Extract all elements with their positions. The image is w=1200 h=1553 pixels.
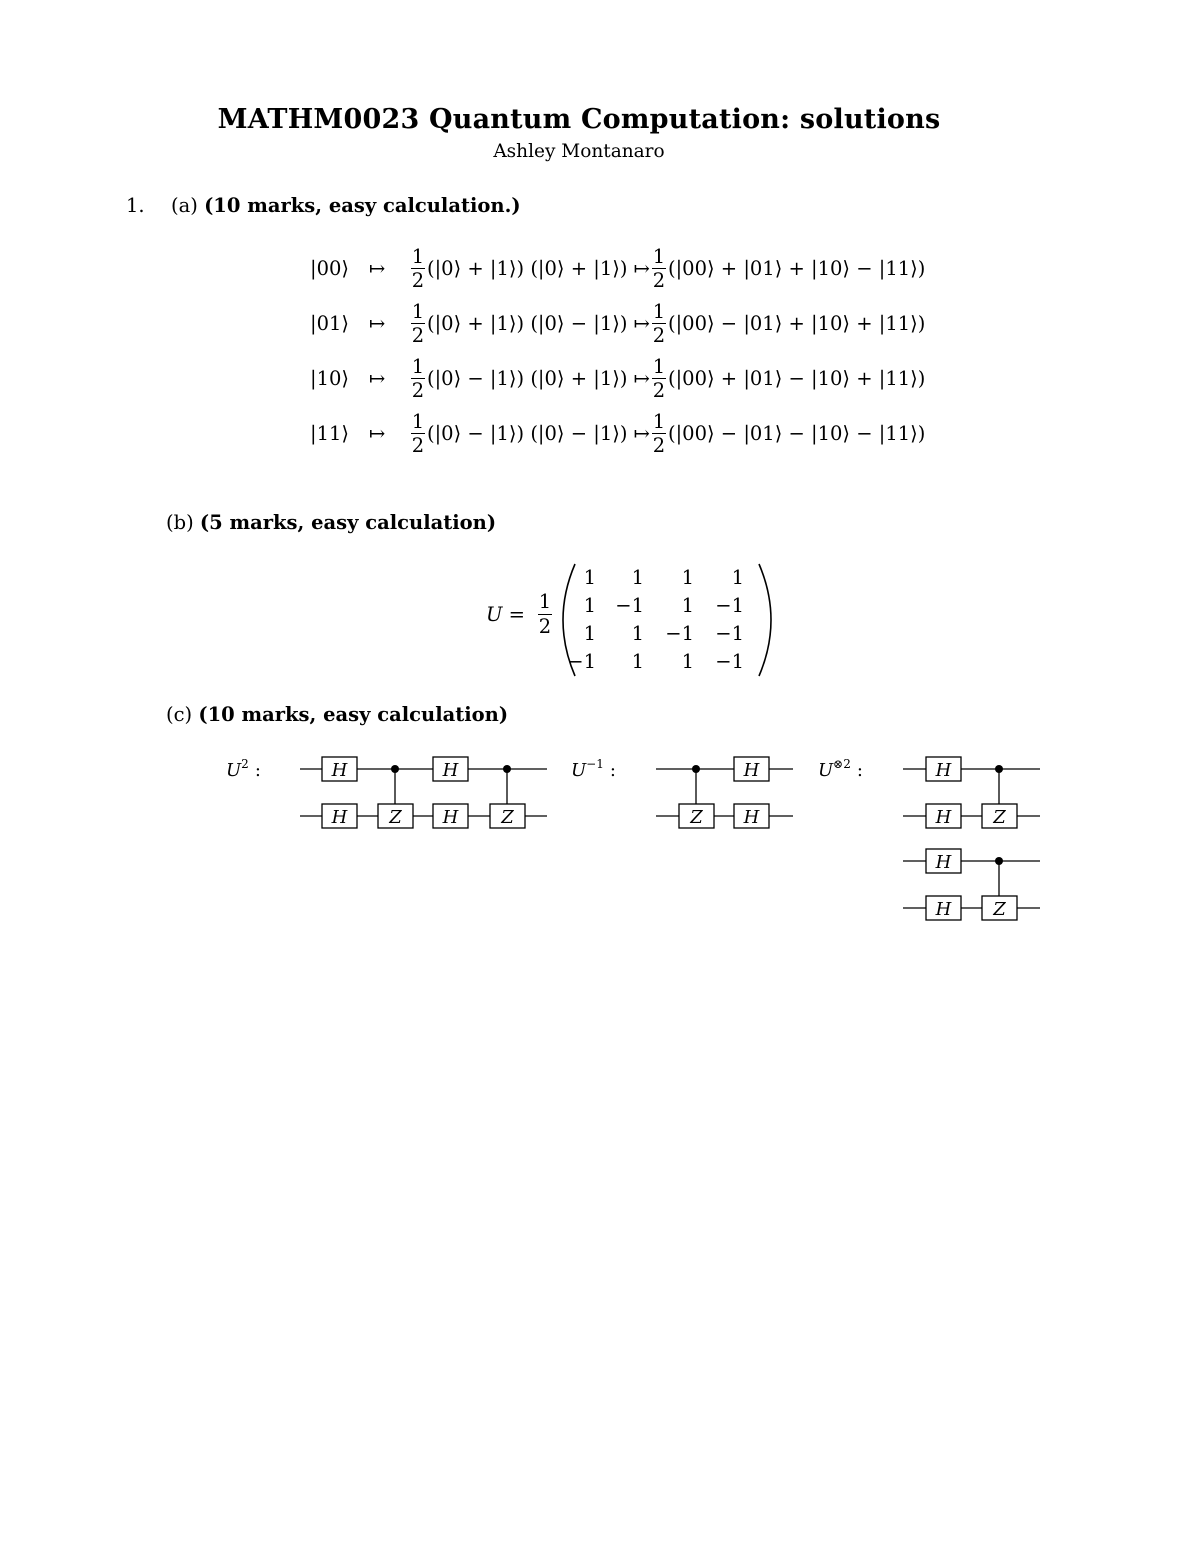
control-dot bbox=[503, 765, 511, 773]
equation-input: |10⟩ bbox=[310, 367, 349, 390]
gate-label: Z bbox=[389, 807, 402, 828]
equation-body bbox=[409, 241, 925, 296]
equation-body bbox=[409, 406, 925, 461]
circuit-diagrams bbox=[0, 740, 1200, 940]
matrix-row bbox=[567, 649, 758, 678]
equation-body bbox=[409, 296, 925, 351]
equation-input: |01⟩ bbox=[310, 312, 349, 335]
part-b-marks: (5 marks, easy calculation) bbox=[199, 511, 497, 534]
matrix-cell: −1 bbox=[665, 622, 694, 645]
fraction-half: $\frac{1}{2}$ bbox=[538, 590, 552, 638]
part-b-label: (b) bbox=[166, 511, 194, 534]
matrix-cell: −1 bbox=[615, 594, 644, 617]
matrix-lhs: U = bbox=[486, 603, 525, 626]
equation-result: (|00⟩ − |01⟩ − |10⟩ − |11⟩) bbox=[667, 422, 926, 445]
part-c-marks: (10 marks, easy calculation) bbox=[198, 703, 509, 726]
fraction-half: $\frac{1}{2}$ bbox=[411, 299, 425, 347]
maps-to-arrow: ↦ bbox=[369, 257, 386, 280]
gate-label: Z bbox=[690, 807, 703, 828]
matrix-cell: −1 bbox=[715, 594, 744, 617]
question-1-heading bbox=[126, 194, 521, 217]
maps-to-arrow: ↦ bbox=[369, 422, 386, 445]
matrix-cell: 1 bbox=[631, 622, 644, 645]
equation-middle: (|0⟩ + |1⟩) (|0⟩ − |1⟩) ↦ bbox=[427, 312, 650, 335]
fraction-half: $\frac{1}{2}$ bbox=[652, 409, 666, 457]
matrix-cell: 1 bbox=[631, 566, 644, 589]
gate-label: H bbox=[935, 760, 952, 781]
matrix-cell: 1 bbox=[583, 566, 596, 589]
gate-label: H bbox=[743, 760, 760, 781]
fraction-half: $\frac{1}{2}$ bbox=[411, 354, 425, 402]
matrix-cell: 1 bbox=[583, 622, 596, 645]
matrix-row bbox=[578, 562, 758, 591]
gate-label: Z bbox=[993, 807, 1006, 828]
matrix-cell: 1 bbox=[681, 566, 694, 589]
part-a-marks: (10 marks, easy calculation.) bbox=[204, 194, 521, 217]
gate-label: H bbox=[442, 760, 459, 781]
gate-label: H bbox=[935, 899, 952, 920]
gate-label: H bbox=[743, 807, 760, 828]
author: Ashley Montanaro bbox=[493, 141, 665, 162]
part-a-equations bbox=[0, 241, 1200, 466]
control-dot bbox=[995, 857, 1003, 865]
equation-middle: (|0⟩ + |1⟩) (|0⟩ + |1⟩) ↦ bbox=[427, 257, 650, 280]
equation-result: (|00⟩ − |01⟩ + |10⟩ + |11⟩) bbox=[667, 312, 926, 335]
gate-label: Z bbox=[501, 807, 514, 828]
fraction-half: $\frac{1}{2}$ bbox=[652, 244, 666, 292]
fraction-half: $\frac{1}{2}$ bbox=[411, 244, 425, 292]
circuit-label-u-squared: $U^2$ : bbox=[226, 757, 261, 781]
gate-label: H bbox=[442, 807, 459, 828]
matrix-grid bbox=[567, 562, 758, 678]
equation-middle: (|0⟩ − |1⟩) (|0⟩ − |1⟩) ↦ bbox=[427, 422, 650, 445]
equation-middle: (|0⟩ − |1⟩) (|0⟩ + |1⟩) ↦ bbox=[427, 367, 650, 390]
part-c-heading bbox=[166, 703, 508, 726]
equation-result: (|00⟩ + |01⟩ + |10⟩ − |11⟩) bbox=[667, 257, 926, 280]
gate-label: H bbox=[331, 760, 348, 781]
matrix-cell: 1 bbox=[631, 650, 644, 673]
matrix-equation bbox=[486, 562, 786, 678]
part-a-label: (a) bbox=[171, 194, 198, 217]
gate-label: H bbox=[935, 852, 952, 873]
maps-to-arrow: ↦ bbox=[369, 312, 386, 335]
matrix-row bbox=[578, 591, 758, 620]
control-dot bbox=[391, 765, 399, 773]
question-number: 1. bbox=[126, 194, 145, 217]
matrix-cell: 1 bbox=[681, 594, 694, 617]
fraction-half: $\frac{1}{2}$ bbox=[652, 354, 666, 402]
gate-label: H bbox=[331, 807, 348, 828]
page-title: MATHM0023 Quantum Computation: solutions bbox=[217, 104, 941, 135]
equation-input: |00⟩ bbox=[310, 257, 349, 280]
gate-label: Z bbox=[993, 899, 1006, 920]
control-dot bbox=[692, 765, 700, 773]
circuit-label-u-inverse: $U^{-1}$ : bbox=[571, 757, 616, 781]
fraction-half: $\frac{1}{2}$ bbox=[411, 409, 425, 457]
fraction-half: $\frac{1}{2}$ bbox=[652, 299, 666, 347]
gate-label: H bbox=[935, 807, 952, 828]
matrix-cell: 1 bbox=[583, 594, 596, 617]
matrix-cell: −1 bbox=[715, 650, 744, 673]
matrix-cell: −1 bbox=[567, 650, 596, 673]
matrix-cell: 1 bbox=[681, 650, 694, 673]
matrix-row bbox=[578, 620, 758, 649]
equation-input: |11⟩ bbox=[310, 422, 349, 445]
equation-body bbox=[409, 351, 925, 406]
equation-result: (|00⟩ + |01⟩ − |10⟩ + |11⟩) bbox=[667, 367, 926, 390]
matrix-cell: 1 bbox=[731, 566, 744, 589]
maps-to-arrow: ↦ bbox=[369, 367, 386, 390]
part-c-label: (c) bbox=[166, 703, 193, 726]
matrix-cell: −1 bbox=[715, 622, 744, 645]
matrix-scalar bbox=[536, 592, 554, 636]
control-dot bbox=[995, 765, 1003, 773]
circuit-label-u-tensor-2: $U^{\otimes 2}$ : bbox=[818, 757, 863, 781]
part-b-heading bbox=[166, 511, 496, 534]
